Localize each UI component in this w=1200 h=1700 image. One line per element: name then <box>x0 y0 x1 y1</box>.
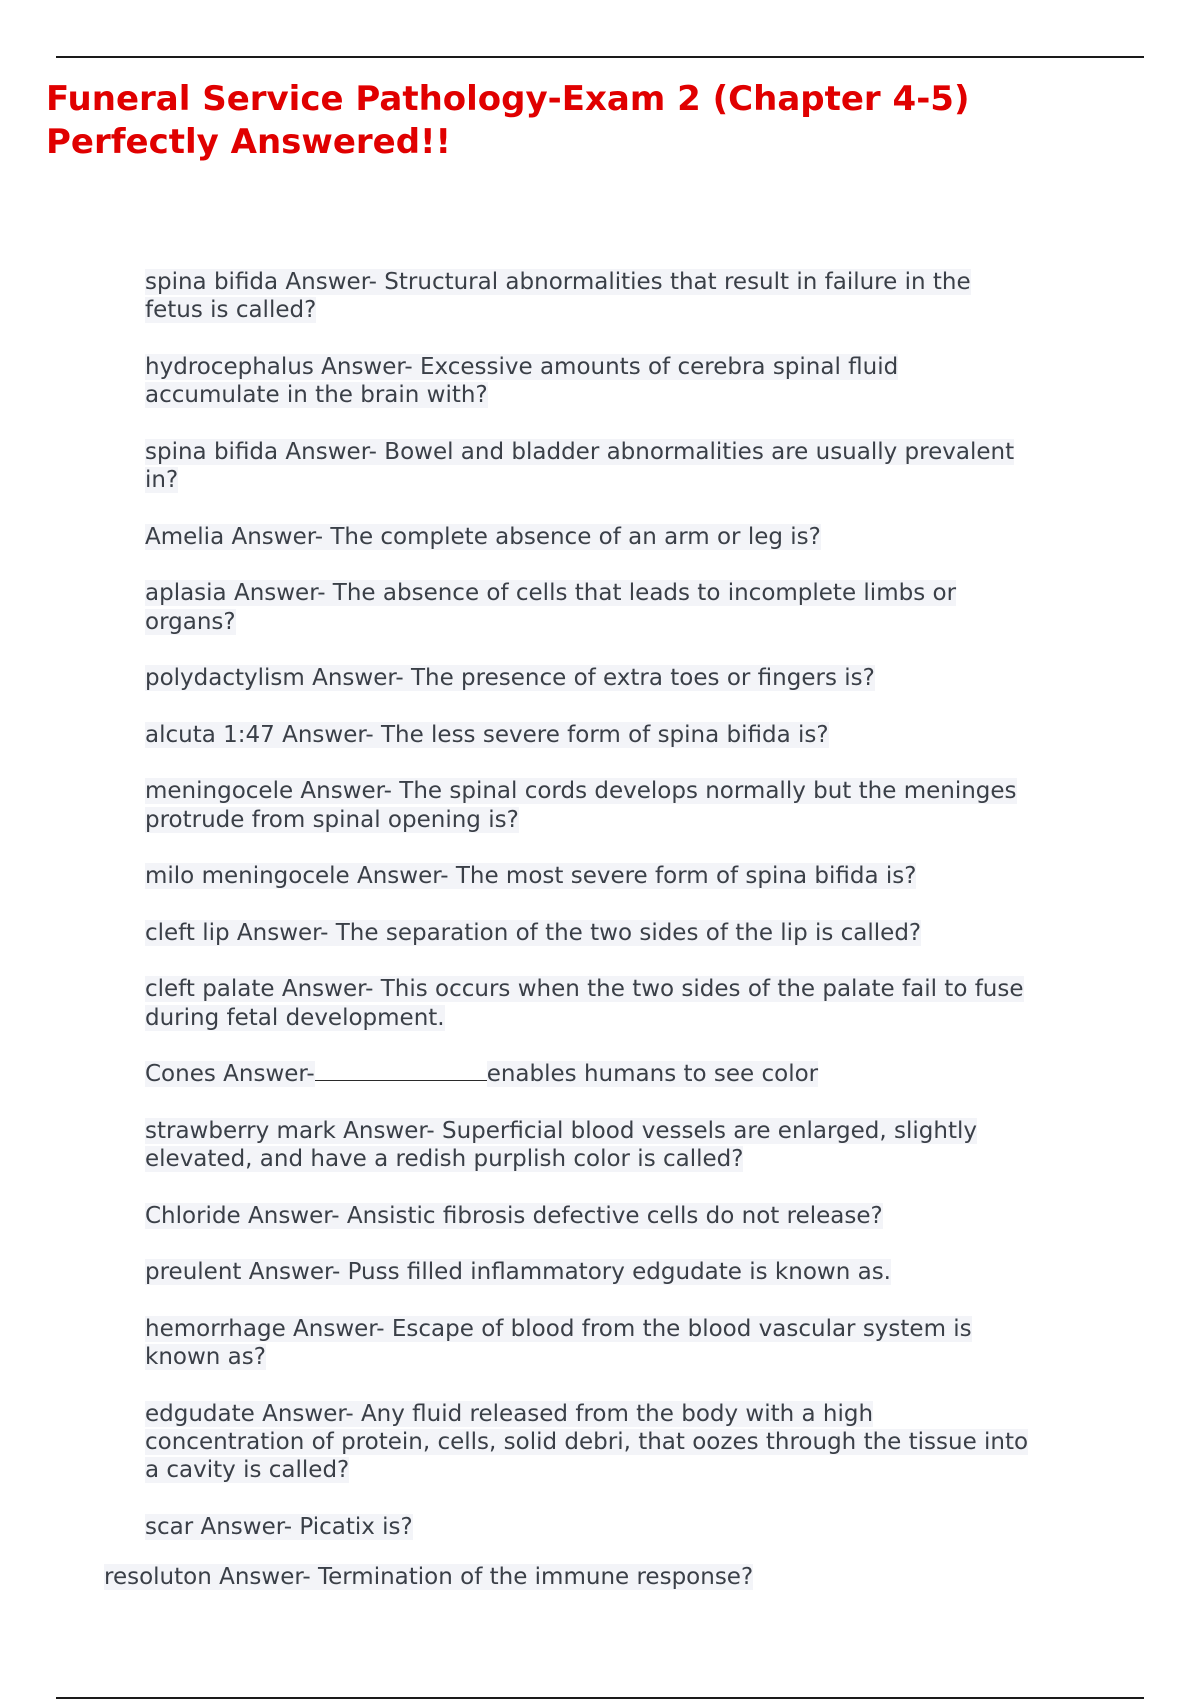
qa-text: cleft lip Answer- The separation of the two sides of the lip is called? <box>145 919 922 946</box>
top-rule <box>56 56 1144 58</box>
qa-text: aplasia Answer- The absence of cells that leads to incomplete limbs or organs? <box>145 580 957 635</box>
qa-item <box>145 777 1035 834</box>
qa-item-last <box>104 1563 1104 1591</box>
qa-item <box>145 975 1035 1032</box>
document-title: Funeral Service Pathology-Exam 2 (Chapter 4-5) Perfectly Answered!! <box>46 79 970 162</box>
qa-text: milo meningocele Answer- The most severe form of spina bifida is? <box>145 863 917 890</box>
qa-text: resoluton Answer- Termination of the immune response? <box>104 1564 754 1590</box>
qa-item <box>145 862 1035 890</box>
qa-item <box>145 1117 1035 1174</box>
qa-item <box>145 1060 1035 1088</box>
qa-text: edgudate Answer- Any fluid released from the body with a high concentration of protein, cells, solid debri, that oozes through the tissue into a cavity is called? <box>145 1400 1029 1484</box>
qa-item <box>145 919 1035 947</box>
bottom-rule <box>56 1697 1144 1699</box>
qa-item <box>145 438 1035 495</box>
qa-text: scar Answer- Picatix is? <box>145 1514 413 1541</box>
qa-text: hydrocephalus Answer- Excessive amounts of cerebra spinal fluid accumulate in the brain with? <box>145 353 899 409</box>
qa-text: spina bifida Answer- Structural abnormalities that result in failure in the fetus is called? <box>145 269 971 324</box>
qa-item <box>145 721 1035 749</box>
qa-text: Amelia Answer- The complete absence of an arm or leg is? <box>145 523 821 550</box>
qa-text: preulent Answer- Puss filled inflammatory edgudate is known as. <box>145 1259 891 1286</box>
qa-text-after-blank: enables humans to see color <box>486 1061 819 1088</box>
qa-item <box>145 1315 1035 1372</box>
qa-item <box>145 1400 1035 1485</box>
qa-text-before-blank: Cones Answer- <box>145 1061 315 1088</box>
qa-item <box>145 1513 1035 1541</box>
qa-item <box>145 579 1035 636</box>
qa-text: polydactylism Answer- The presence of extra toes or fingers is? <box>145 665 875 692</box>
qa-item <box>145 353 1035 410</box>
fill-in-blank <box>315 1060 487 1081</box>
qa-text: hemorrhage Answer- Escape of blood from the blood vascular system is known as? <box>145 1315 972 1371</box>
qa-text: Chloride Answer- Ansistic fibrosis defective cells do not release? <box>145 1202 883 1229</box>
qa-list <box>145 268 1035 1570</box>
qa-item <box>145 523 1035 551</box>
qa-text: alcuta 1:47 Answer- The less severe form of spina bifida is? <box>145 721 829 748</box>
qa-item <box>145 1202 1035 1230</box>
qa-item <box>145 664 1035 692</box>
qa-text: strawberry mark Answer- Superficial blood vessels are enlarged, slightly elevated, and have a redish purplish color is called? <box>145 1117 977 1173</box>
qa-text: spina bifida Answer- Bowel and bladder abnormalities are usually prevalent in? <box>145 438 1015 494</box>
qa-item <box>145 268 1035 325</box>
qa-text: meningocele Answer- The spinal cords develops normally but the meninges protrude from spinal opening is? <box>145 778 1017 833</box>
qa-text: cleft palate Answer- This occurs when the two sides of the palate fail to fuse during fetal development. <box>145 976 1024 1031</box>
qa-item <box>145 1258 1035 1286</box>
